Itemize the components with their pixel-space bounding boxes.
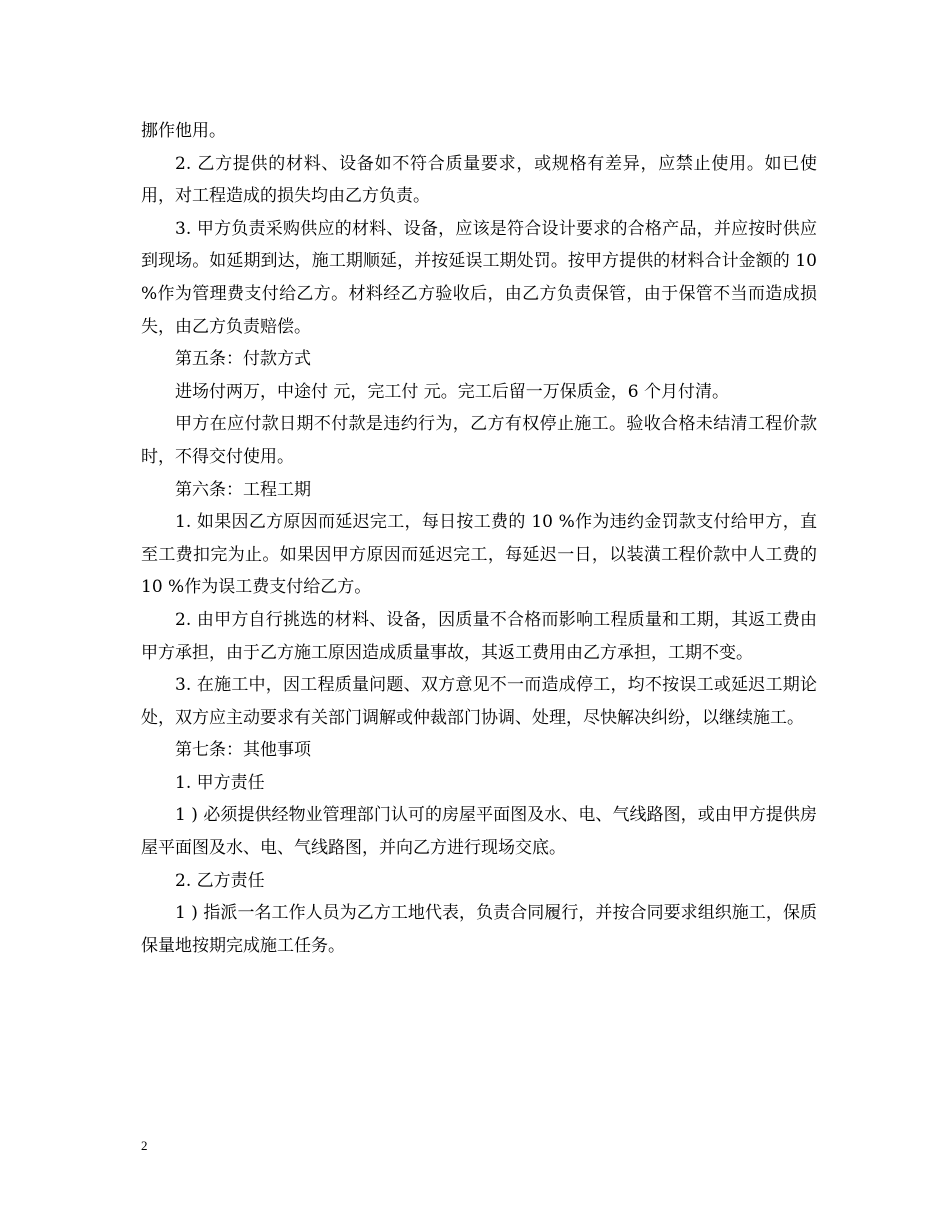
paragraph: 2. 由甲方自行挑选的材料、设备，因质量不合格而影响工程质量和工期，其返工费由甲方承担，由于乙方施工原因造成质量事故，其返工费用由乙方承担，工期不变。 (141, 609, 817, 663)
paragraph: 1 ) 必须提供经物业管理部门认可的房屋平面图及水、电、气线路图，或由甲方提供房屋平面图及水、电、气线路图，并向乙方进行现场交底。 (141, 805, 817, 859)
paragraph: 2. 乙方责任 (175, 870, 265, 891)
paragraph: 1. 如果因乙方原因而延迟完工，每日按工费的 10 %作为违约金罚款支付给甲方，直至工费扣完为止。如果因甲方原因而延迟完工，每延迟一日，以装潢工程价款中人工费的 10 %作为误工费支付给乙方。 (141, 512, 817, 598)
paragraph: 进场付两万，中途付 元，完工付 元。完工后留一万保质金，6 个月付清。 (175, 381, 730, 402)
paragraph: 1. 甲方责任 (175, 772, 265, 793)
paragraph: 2. 乙方提供的材料、设备如不符合质量要求，或规格有差异，应禁止使用。如已使用，对工程造成的损失均由乙方负责。 (141, 153, 817, 207)
paragraph: 甲方在应付款日期不付款是违约行为，乙方有权停止施工。验收合格未结清工程价款时，不得交付使用。 (141, 414, 817, 467)
section-heading: 第七条：其他事项 (175, 740, 311, 761)
paragraph: 3. 在施工中，因工程质量问题、双方意见不一而造成停工，均不按误工或延迟工期论处，双方应主动要求有关部门调解或仲裁部门协调、处理，尽快解决纠纷，以继续施工。 (141, 675, 817, 728)
document-body (141, 115, 817, 962)
section-heading: 第五条：付款方式 (175, 349, 311, 370)
section-heading: 第六条：工程工期 (175, 479, 311, 500)
page-number: 2 (141, 1138, 148, 1153)
paragraph: 1 ) 指派一名工作人员为乙方工地代表，负责合同履行，并按合同要求组织施工，保质保量地按期完成施工任务。 (141, 903, 817, 956)
paragraph: 挪作他用。 (141, 121, 226, 141)
paragraph: 3. 甲方负责采购供应的材料、设备，应该是符合设计要求的合格产品，并应按时供应到现场。如延期到达，施工期顺延，并按延误工期处罚。按甲方提供的材料合计金额的 10 %作为管理费支付给乙方。材料经乙方验收后，由乙方负责保管，由于保管不当而造成损失，由乙方负责赔偿。 (141, 218, 817, 337)
